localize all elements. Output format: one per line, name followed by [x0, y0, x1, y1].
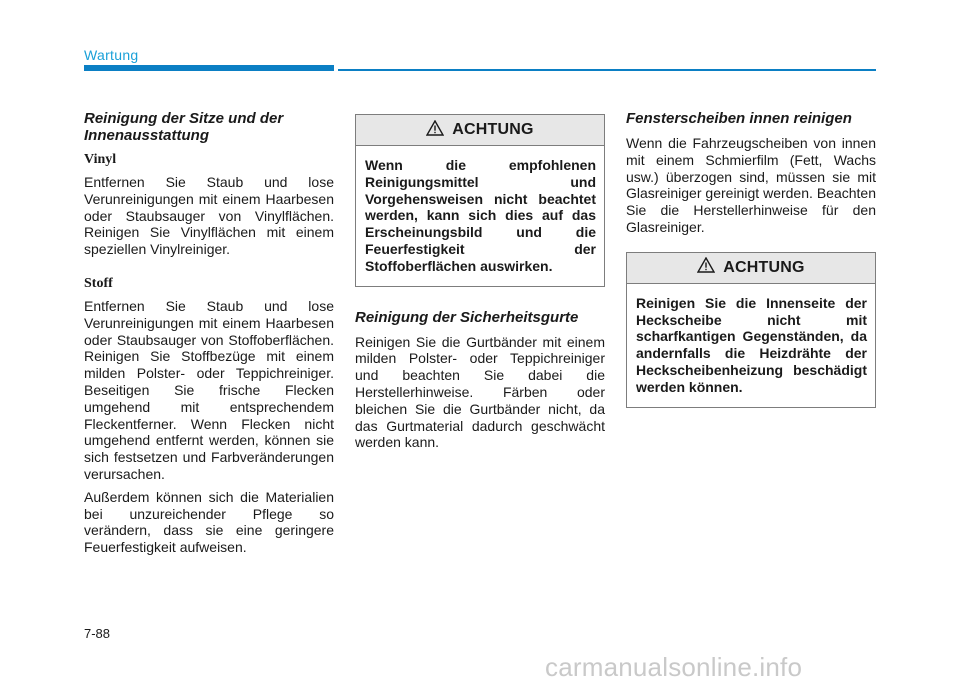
warning-box-fabric	[355, 114, 605, 287]
warning-title: ACHTUNG	[723, 258, 805, 276]
column-right	[626, 110, 876, 408]
column-left	[84, 110, 334, 562]
warning-box-rear-window	[626, 252, 876, 408]
subheading-vinyl: Vinyl	[84, 152, 117, 167]
paragraph-seatbelts: Reinigen Sie die Gurtbänder mit einem milden Polster- oder Teppichreiniger und beachten Sie dabei die Herstellerhinweise. Färben oder bleichen Sie die Gurtbänder nicht, da das Gurtmaterial dadurch geschwächt werden kann.	[355, 333, 605, 451]
warning-header	[627, 253, 875, 284]
page-number: 7-88	[84, 626, 111, 641]
paragraph-windows: Wenn die Fahrzeugscheiben von innen mit einem Schmierfilm (Fett, Wachs usw.) überzogen sind, müssen sie mit Glasreiniger gereinigt werden. Beachten Sie die Herstellerhinweise für den Glasreiniger.	[626, 135, 876, 235]
heading-windows: Fensterscheiben innen reinigen	[626, 110, 852, 127]
column-middle	[355, 114, 605, 457]
header-rule-thick	[84, 65, 334, 71]
warning-triangle-icon	[426, 120, 444, 141]
paragraph-stoff-1: Entfernen Sie Staub und lose Verunreinigungen mit einem Haarbesen oder Staubsauger von Stoffoberflächen. Reinigen Sie Stoffbezüge mit einem milden Polster- oder Teppichreiniger. Beseitigen Sie frische Flecken umgehend mit entsprechendem Fleckentferner. Wenn Flecken nicht umgehend entfernt werden, können sie sich festsetzen und Farbveränderungen verursachen.	[84, 297, 334, 482]
section-title: Wartung	[84, 47, 139, 63]
warning-triangle-icon	[697, 257, 715, 278]
paragraph-vinyl: Entfernen Sie Staub und lose Verunreinigungen mit einem Haarbesen oder Staubsauger von Vinylflächen. Reinigen Sie Vinylflächen mit einem speziellen Vinylreiniger.	[84, 174, 334, 258]
subheading-stoff: Stoff	[84, 275, 113, 291]
warning-text: Reinigen Sie die Innenseite der Heckscheibe nicht mit scharfkantigen Gegenständen, da andernfalls die Heizdrähte der Heckscheibenheizung beschädigt werden können.	[636, 294, 867, 395]
warning-header	[356, 115, 604, 146]
warning-text: Wenn die empfohlenen Reinigungsmittel und Vorgehensweisen nicht beachtet werden, kann sich dies auf das Erscheinungsbild und die Feuerfestigkeit der Stoffoberflächen auswirken.	[365, 157, 596, 274]
warning-title: ACHTUNG	[452, 121, 534, 138]
heading-seatbelts: Reinigung der Sicherheitsgurte	[355, 308, 579, 326]
header-rule-thin	[338, 69, 876, 71]
watermark: carmanualsonline.info	[545, 652, 803, 682]
heading-seats-cleaning: Reinigung der Sitze und der Innenausstattung	[84, 110, 284, 144]
paragraph-stoff-2: Außerdem können sich die Materialien bei unzureichender Pflege so verändern, dass sie eine geringere Feuerfestigkeit aufweisen.	[84, 488, 334, 556]
